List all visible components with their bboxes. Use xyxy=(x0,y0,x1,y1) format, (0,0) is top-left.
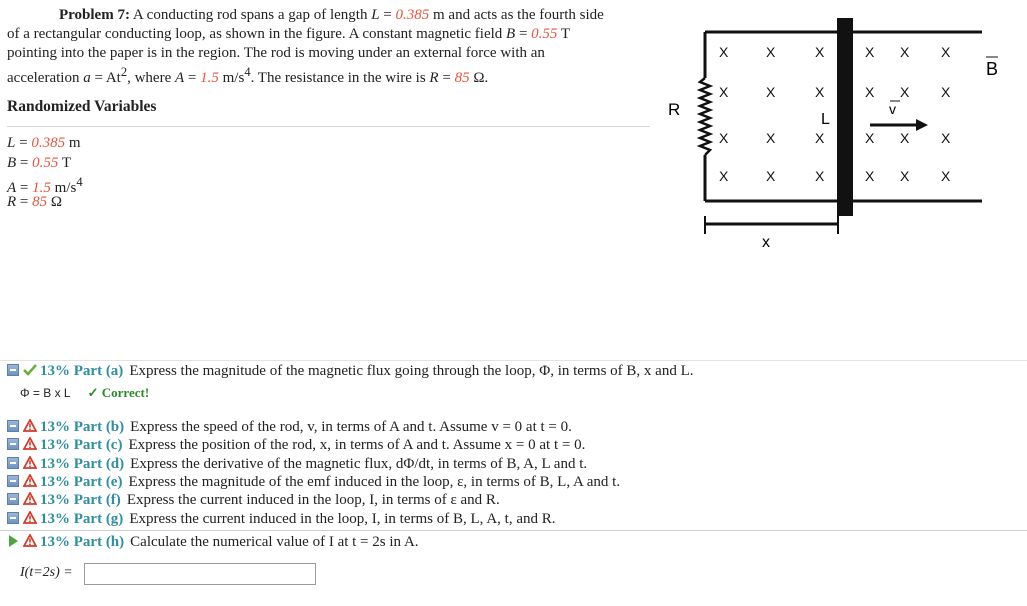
field-x-mark: X xyxy=(719,84,729,100)
randomized-variables-heading: Randomized Variables xyxy=(7,98,157,115)
x-dimension-label: x xyxy=(762,234,770,250)
field-x-mark: X xyxy=(900,168,910,184)
field-label: B xyxy=(986,59,999,79)
field-x-mark: X xyxy=(766,44,776,60)
field-x-mark: X xyxy=(900,130,910,146)
resistor xyxy=(700,78,710,155)
part-c-row[interactable]: 13% Part (c) Express the position of the rod, x, in terms of A and t. Assume x = 0 at t = 0. xyxy=(7,436,585,454)
resistance-value: 85 xyxy=(454,70,470,86)
correct-feedback: ✓ Correct! xyxy=(87,385,150,400)
warning-icon xyxy=(23,534,37,552)
field-value: 0.55 xyxy=(531,26,558,42)
field-x-mark: X xyxy=(865,84,875,100)
field-x-mark: X xyxy=(865,44,875,60)
field-x-mark: X xyxy=(766,168,776,184)
warning-icon xyxy=(23,437,37,455)
part-a-row[interactable]: 13% Part (a) Express the magnitude of the magnetic flux going through the loop, Φ, in terms of B, x and L. xyxy=(7,362,694,380)
check-icon xyxy=(23,363,37,381)
warning-icon xyxy=(23,474,37,492)
accel-const-value: 1.5 xyxy=(200,70,219,86)
conducting-rod xyxy=(837,18,853,216)
field-x-mark: X xyxy=(941,130,951,146)
warning-icon xyxy=(23,492,37,510)
answer-formula: Φ = B x L xyxy=(20,386,71,400)
divider xyxy=(7,126,650,127)
magnetic-field-marks xyxy=(719,44,951,184)
collapse-icon[interactable] xyxy=(7,475,19,487)
field-x-mark: X xyxy=(941,168,951,184)
collapse-icon[interactable] xyxy=(7,438,19,450)
field-x-mark: X xyxy=(815,84,825,100)
part-d-row[interactable]: 13% Part (d) Express the derivative of the magnetic flux, dΦ/dt, in terms of B, A, L and t. xyxy=(7,455,587,473)
field-x-mark: X xyxy=(900,84,910,100)
problem-statement: Problem 7: A conducting rod spans a gap of length L = 0.385 m and acts as the fourth side of a rectangular conducting loop, as shown in the figure. A constant magnetic field B = 0.55 T pointing into the paper is in the region. The rod is moving under an external force with an acceleration $a = At^2$, where A = 1.5 $m/s^4$. The resistance in the wire is R = 85 Ω. xyxy=(7,7,604,86)
answer-input[interactable] xyxy=(84,563,316,585)
variable-row: A = 1.5 $m/s^4$ xyxy=(7,175,83,196)
field-x-mark: X xyxy=(719,168,729,184)
warning-icon xyxy=(23,456,37,474)
part-a-answer xyxy=(20,385,149,401)
collapse-icon[interactable] xyxy=(7,493,19,505)
field-x-mark: X xyxy=(900,44,910,60)
field-x-mark: X xyxy=(865,168,875,184)
field-x-mark: X xyxy=(766,84,776,100)
field-x-mark: X xyxy=(719,44,729,60)
part-h-row[interactable]: 13% Part (h) Calculate the numerical value of I at t = 2s in A. xyxy=(7,533,419,551)
rod-length-label: L xyxy=(821,111,830,128)
field-x-mark: X xyxy=(941,44,951,60)
collapse-icon[interactable] xyxy=(7,364,19,376)
divider xyxy=(0,360,1027,361)
field-x-mark: X xyxy=(865,130,875,146)
collapse-icon[interactable] xyxy=(7,420,19,432)
divider xyxy=(0,530,1027,531)
circuit-figure xyxy=(660,10,1005,250)
velocity-label: v xyxy=(889,101,896,117)
part-e-row[interactable]: 13% Part (e) Express the magnitude of the emf induced in the loop, ε, in terms of B, L, A and t. xyxy=(7,473,620,491)
field-x-mark: X xyxy=(815,168,825,184)
field-x-mark: X xyxy=(941,84,951,100)
length-value: 0.385 xyxy=(395,7,430,23)
variable-row: B = 0.55 T xyxy=(7,154,72,171)
expand-icon[interactable] xyxy=(9,535,18,547)
collapse-icon[interactable] xyxy=(7,457,19,469)
part-f-row[interactable]: 13% Part (f) Express the current induced in the loop, I, in terms of ε and R. xyxy=(7,491,500,509)
warning-icon xyxy=(23,419,37,437)
variable-row: L = 0.385 m xyxy=(7,135,81,151)
collapse-icon[interactable] xyxy=(7,512,19,524)
field-x-mark: X xyxy=(815,130,825,146)
variable-row: R = 85 Ω xyxy=(7,193,63,210)
part-g-row[interactable]: 13% Part (g) Express the current induced in the loop, I, in terms of B, L, A, t, and R. xyxy=(7,510,555,528)
answer-label: I(t=2s) = xyxy=(20,565,73,580)
field-x-mark: X xyxy=(766,130,776,146)
field-x-mark: X xyxy=(815,44,825,60)
field-x-mark: X xyxy=(719,130,729,146)
resistor-label: R xyxy=(668,100,681,119)
velocity-arrowhead xyxy=(916,119,928,131)
randomized-variables-list xyxy=(7,134,83,212)
warning-icon xyxy=(23,511,37,529)
problem-title: Problem 7: xyxy=(59,7,130,23)
part-b-row[interactable]: 13% Part (b) Express the speed of the rod, v, in terms of A and t. Assume v = 0 at t = 0. xyxy=(7,418,572,436)
